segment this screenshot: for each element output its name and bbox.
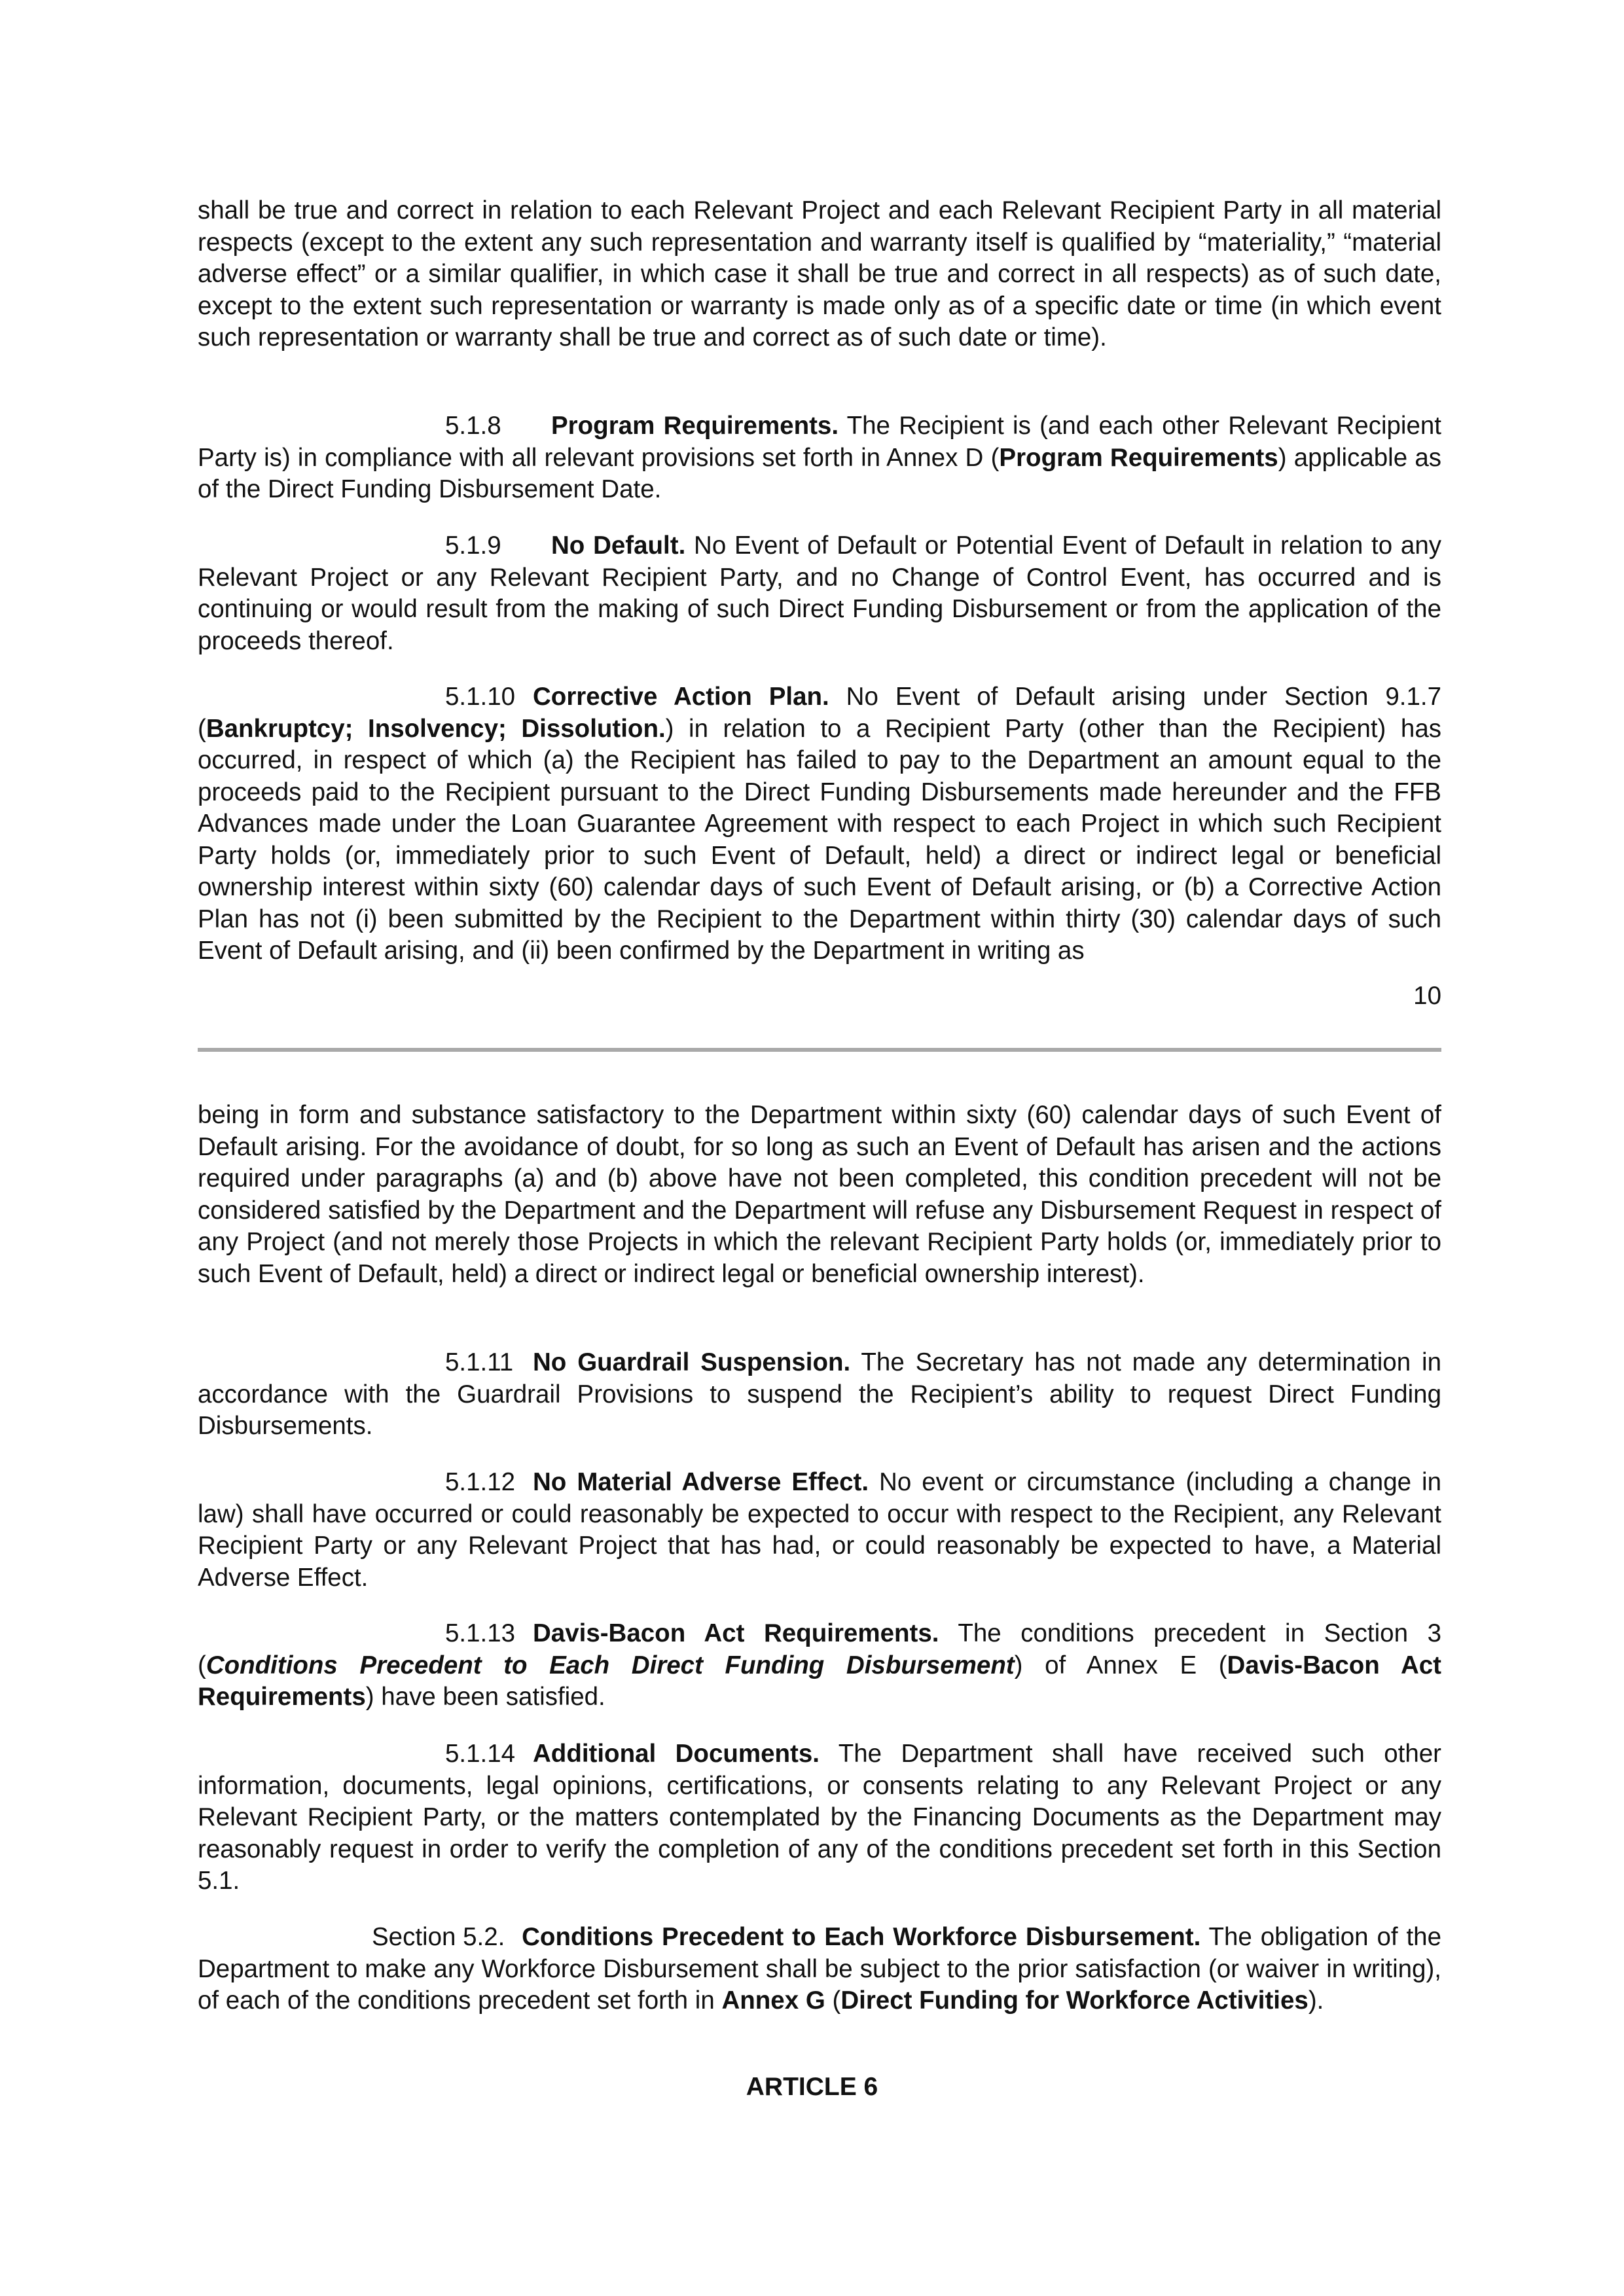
section-title: Additional Documents. [533, 1740, 820, 1768]
section-title: Conditions Precedent to Each Workforce Disbursement. [522, 1923, 1201, 1951]
section-5-1-11: 5.1.11 No Guardrail Suspension. The Secretary has not made any determination in accordance with the Guardrail Provisions to suspend the Recipient’s ability to request Direct Funding Disbursements. [198, 1348, 1441, 1440]
section-title: No Material Adverse Effect. [533, 1468, 869, 1496]
section-number: 5.1.8 [445, 412, 501, 440]
section-number: 5.1.12 [445, 1468, 516, 1496]
section-5-1-8: 5.1.8 Program Requirements. The Recipient is (and each other Relevant Recipient Party is) in compliance with all relevant provisions set forth in Annex D (Program Requirements) applicable as of the Direct Funding Disbursement Date. [198, 412, 1442, 503]
section-5-1-10: 5.1.10 Corrective Action Plan. No Event of Default arising under Section 9.1.7 (Bankruptcy; Insolvency; Dissolution.) in relation to a Recipient Party (other than the Recipient) has occurred, in respect of which (a) the Recipient has failed to pay to the Department an amount equal to the proceeds paid to the Recipient pursuant to the Direct Funding Disbursements made hereunder and the FFB Advances made under the Loan Guarantee Agreement with respect to each Project in which such Recipient Party holds (or, immediately prior to such Event of Default, held) a direct or indirect legal or beneficial ownership interest within sixty (60) calendar days of such Event of Default arising, or (b) a Corrective Action Plan has not (i) been submitted by the Recipient to the Department within thirty (30) calendar days of such Event of Default arising, and (ii) been confirmed by the Department in writing as [198, 683, 1441, 965]
section-title: Davis-Bacon Act Requirements. [533, 1619, 939, 1647]
section-number: 5.1.11 [445, 1348, 514, 1376]
page-break-divider [198, 1048, 1441, 1052]
section-title: Corrective Action Plan. [533, 683, 829, 711]
section-number: 5.1.13 [445, 1619, 516, 1647]
carryover-paragraph-2: being in form and substance satisfactory to the Department within sixty (60) calendar days of such Event of Default arising. For the avoidance of doubt, for so long as such an Event of Default has arisen and the actions required under paragraphs (a) and (b) above have not been completed, this condition precedent will not be considered satisfied by the Department and the Department will refuse any Disbursement Request in respect of any Project (and not merely those Projects in which the relevant Recipient Party holds (or, immediately prior to such Event of Default, held) a direct or indirect legal or beneficial ownership interest). [198, 1101, 1441, 1288]
page-number: 10 [1413, 982, 1441, 1010]
section-title: No Guardrail Suspension. [533, 1348, 851, 1376]
section-title: No Default. [551, 531, 686, 560]
section-5-1-13: 5.1.13 Davis-Bacon Act Requirements. The conditions precedent in Section 3 (Conditions Precedent to Each Direct Funding Disbursement) of Annex E (Davis-Bacon Act Requirements) have been satisfied. [198, 1619, 1441, 1711]
section-5-2: Section 5.2. Conditions Precedent to Each Workforce Disbursement. The obligation of the Department to make any Workforce Disbursement shall be subject to the prior satisfaction (or waiver in writing), of each of the conditions precedent set forth in Annex G (Direct Funding for Workforce Activities). [198, 1923, 1441, 2015]
section-number: 5.1.9 [445, 531, 501, 560]
section-label: Section 5.2. [372, 1923, 505, 1951]
section-5-1-14: 5.1.14 Additional Documents. The Department shall have received such other information, documents, legal opinions, certifications, or consents relating to any Relevant Project or any Relevant Recipient Party, or the matters contemplated by the Financing Documents as the Department may reasonably request in order to verify the completion of any of the conditions precedent set forth in this Section 5.1. [198, 1740, 1442, 1895]
section-number: 5.1.10 [445, 683, 516, 711]
section-number: 5.1.14 [445, 1740, 516, 1768]
article-heading: ARTICLE 6 [746, 2073, 878, 2101]
section-5-1-9: 5.1.9 No Default. No Event of Default or Potential Event of Default in relation to any Relevant Project or any Relevant Recipient Party, and no Change of Control Event, has occurred and is continuing or would result from the making of such Direct Funding Disbursement or from the application of the proceeds thereof. [198, 531, 1441, 655]
carryover-paragraph-1: shall be true and correct in relation to each Relevant Project and each Relevant Recipient Party in all material respects (except to the extent any such representation and warranty itself is qualified by “materiality,” “material adverse effect” or a similar qualifier, in which case it shall be true and correct in all respects) as of such date, except to the extent such representation or warranty is made only as of a specific date or time (in which event such representation or warranty shall be true and correct as of such date or time). [198, 196, 1441, 351]
section-5-1-12: 5.1.12 No Material Adverse Effect. No event or circumstance (including a change in law) shall have occurred or could reasonably be expected to occur with respect to the Recipient, any Relevant Recipient Party or any Relevant Project that has had, or could reasonably be expected to have, a Material Adverse Effect. [198, 1468, 1441, 1592]
section-title: Program Requirements. [551, 412, 839, 440]
